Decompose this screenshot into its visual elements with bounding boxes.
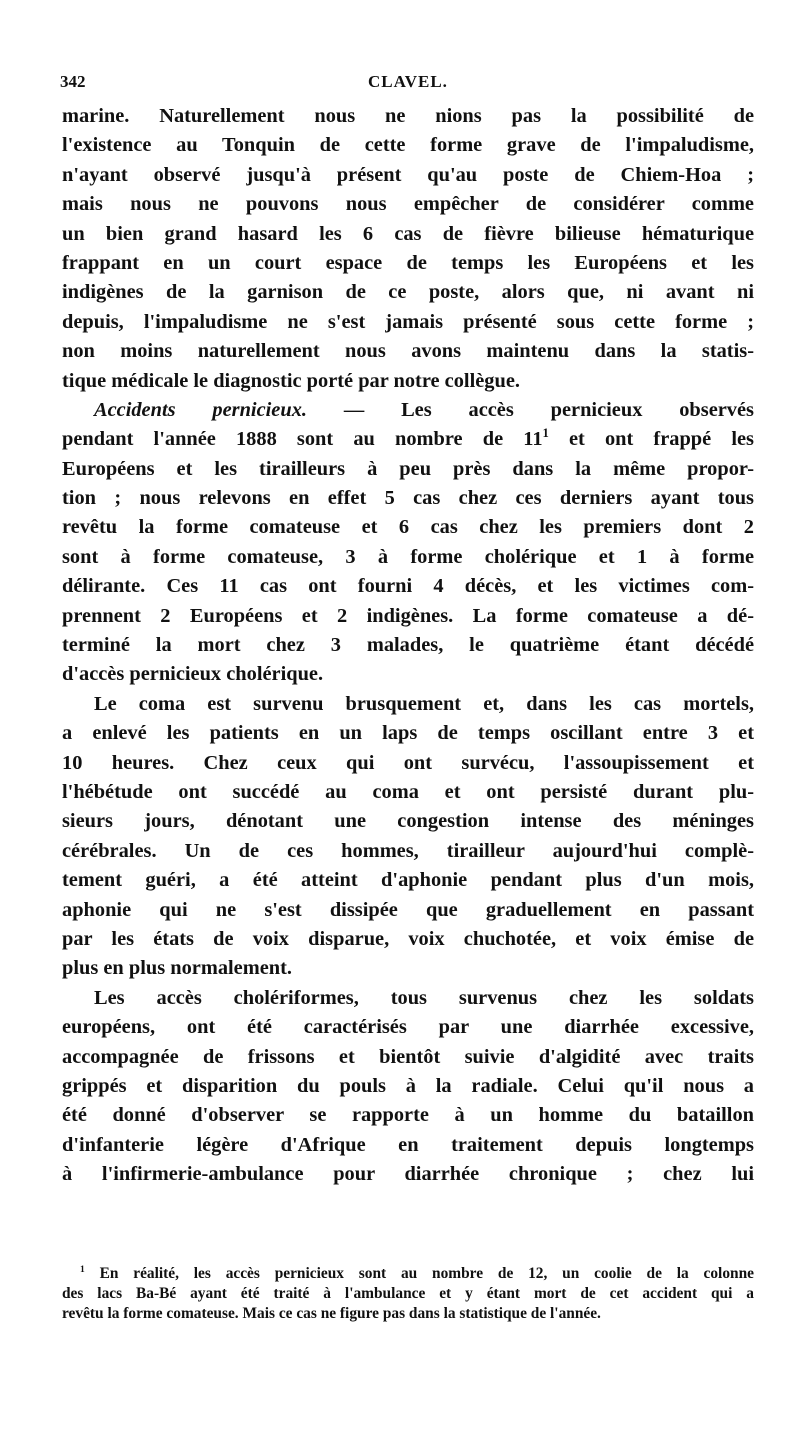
text-line: délirante. Ces 11 cas ont fourni 4 décès, et les victimes com-: [62, 575, 754, 598]
text-line: 10 heures. Chez ceux qui ont survécu, l'assoupissement et: [62, 751, 754, 774]
text-line: accompagnée de frissons et bientôt suivie d'algidité avec traits: [62, 1045, 754, 1068]
text-fragment: et ont frappé les: [548, 428, 754, 451]
footnote-reference: 1: [542, 426, 549, 441]
footnote-line: [62, 1264, 754, 1284]
text-line: terminé la mort chez 3 malades, le quatrième étant décédé: [62, 634, 754, 657]
text-line: a enlevé les patients en un laps de temps oscillant entre 3 et: [62, 722, 754, 745]
footnote: [62, 1264, 754, 1324]
text-line: d'infanterie légère d'Afrique en traitement depuis longtemps: [62, 1133, 754, 1156]
running-head: [60, 72, 760, 94]
footnote-text: En réalité, les accès pernicieux sont au nombre de 12, un coolie de la colonne: [99, 1265, 754, 1282]
text-line: prennent 2 Européens et 2 indigènes. La forme comateuse a dé-: [62, 604, 754, 627]
section-heading-line: [62, 396, 754, 425]
text-line: l'existence au Tonquin de cette forme grave de l'impaludisme,: [62, 134, 754, 157]
footnote-line: revêtu la forme comateuse. Mais ce cas ne figure pas dans la statistique de l'année.: [62, 1305, 601, 1322]
text-line: indigènes de la garnison de ce poste, alors que, ni avant ni: [62, 281, 754, 304]
text-line: sieurs jours, dénotant une congestion intense des méninges: [62, 810, 754, 833]
text-line: par les états de voix disparue, voix chuchotée, et voix émise de: [62, 927, 754, 950]
section-heading: Accidents pernicieux.: [94, 398, 307, 421]
text-line: plus en plus normalement.: [62, 957, 292, 980]
text-line: tion ; nous relevons en effet 5 cas chez ces derniers ayant tous: [62, 487, 754, 510]
footnote-marker: 1: [80, 1263, 85, 1275]
text-line: d'accès pernicieux cholérique.: [62, 663, 324, 686]
text-line: depuis, l'impaludisme ne s'est jamais présenté sous cette forme ;: [62, 310, 754, 333]
text-line: aphonie qui ne s'est dissipée que graduellement en passant: [62, 898, 754, 921]
text-line: européens, ont été caractérisés par une diarrhée excessive,: [62, 1016, 754, 1039]
text-line: un bien grand hasard les 6 cas de fièvre bilieuse hématurique: [62, 222, 754, 245]
text-line: revêtu la forme comateuse et 6 cas chez les premiers dont 2: [62, 516, 754, 539]
text-line: Le coma est survenu brusquement et, dans les cas mortels,: [94, 692, 754, 715]
text-line-with-footnote: [62, 425, 754, 454]
text-line: n'ayant observé jusqu'à présent qu'au poste de Chiem-Hoa ;: [62, 163, 754, 186]
text-line: frappant en un court espace de temps les Européens et les: [62, 251, 754, 274]
text-line: grippés et disparition du pouls à la radiale. Celui qu'il nous a: [62, 1074, 754, 1097]
text-line: tique médicale le diagnostic porté par notre collègue.: [62, 369, 520, 392]
text-fragment: pendant l'année 1888 sont au nombre de 11: [62, 428, 543, 451]
running-title: CLAVEL.: [368, 72, 448, 91]
heading-dash: —: [306, 398, 402, 421]
text-line: sont à forme comateuse, 3 à forme cholérique et 1 à forme: [62, 545, 754, 568]
text-line: cérébrales. Un de ces hommes, tirailleur aujourd'hui complè-: [62, 839, 754, 862]
text-line: l'hébétude ont succédé au coma et ont persisté durant plu-: [62, 780, 754, 803]
text-line: tement guéri, a été atteint d'aphonie pendant plus d'un mois,: [62, 869, 754, 892]
text-line: mais nous ne pouvons nous empêcher de considérer comme: [62, 193, 754, 216]
text-line: Européens et les tirailleurs à peu près dans la même propor-: [62, 457, 754, 480]
page-number: 342: [60, 72, 86, 91]
body-text: [62, 102, 754, 1189]
text-line: été donné d'observer se rapporte à un homme du bataillon: [62, 1104, 754, 1127]
text-line: Les accès pernicieux observés: [401, 398, 754, 421]
text-line: Les accès cholériformes, tous survenus chez les soldats: [94, 986, 754, 1009]
text-line: à l'infirmerie-ambulance pour diarrhée chronique ; chez lui: [62, 1163, 754, 1186]
text-line: marine. Naturellement nous ne nions pas la possibilité de: [62, 105, 754, 127]
text-line: non moins naturellement nous avons maintenu dans la statis-: [62, 340, 754, 363]
footnote-line: des lacs Ba-Bé ayant été traité à l'ambulance et y étant mort de cet accident qui a: [62, 1285, 754, 1302]
